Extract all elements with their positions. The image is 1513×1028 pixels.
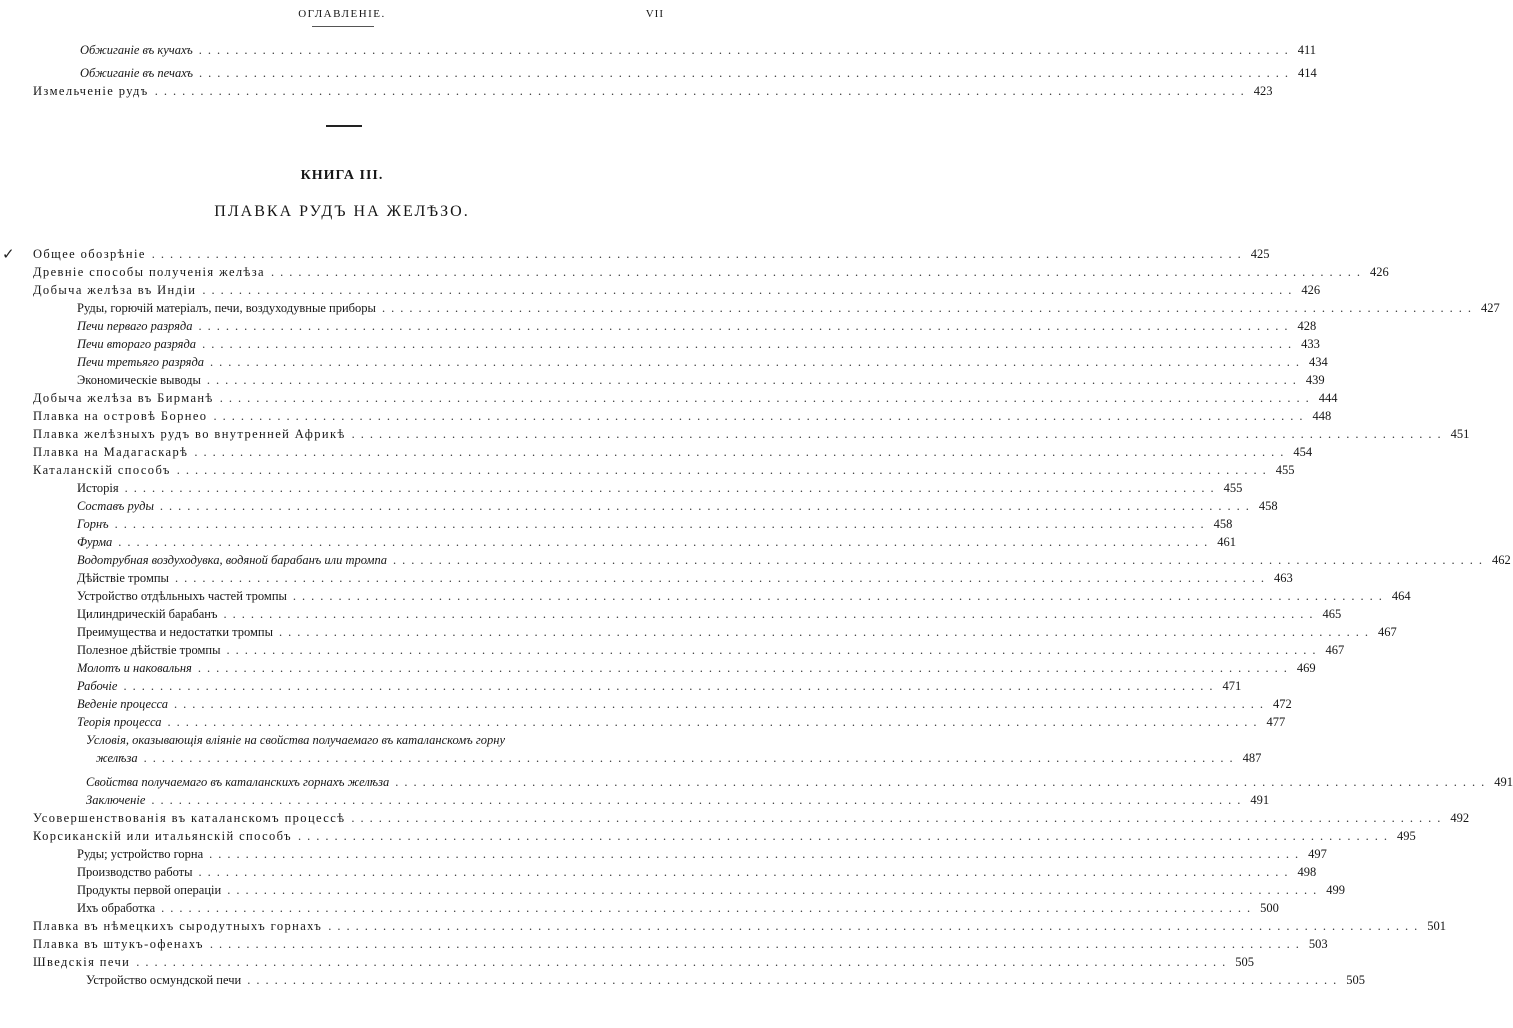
toc-entry-text: Полезное дѣйствіе тромпы (77, 643, 221, 657)
toc-entry (0, 533, 1237, 551)
dot-leader: ........................................................................................................................ (151, 793, 1247, 807)
toc-entry-text: Водотрубная воздуходувка, водяной барабанъ или тромпа (77, 553, 388, 567)
toc-entry-text: Свойства получаемаго въ каталанскихъ горнахъ желѣза (86, 775, 390, 789)
toc-entry-text: Корсиканскій или итальянскій способъ (33, 829, 292, 843)
dot-leader: ........................................................................................................................ (159, 499, 1255, 513)
dot-leader: ........................................................................................................................ (167, 715, 1263, 729)
running-header-title: ОГЛАВЛЕНІЕ. (298, 8, 386, 20)
toc-entry (0, 281, 1321, 299)
toc-entry-text: Веденіе процесса (77, 697, 168, 711)
toc-entry-text: Печи третьяго разряда (77, 355, 205, 369)
toc-entry (0, 587, 1411, 605)
toc-page-number: 428 (1297, 319, 1317, 333)
toc-entry (0, 791, 1270, 809)
toc-entry-text: Молотъ и наковальня (77, 661, 192, 675)
toc-entry-text: Продукты первой операціи (77, 883, 222, 897)
dot-leader: ........................................................................................................................ (202, 283, 1298, 297)
toc-page-number: 455 (1275, 463, 1295, 477)
toc-entry (0, 263, 1389, 281)
handwritten-checkmark-icon: ✓ (2, 245, 15, 263)
toc-entry (0, 953, 1255, 971)
toc-entry (0, 245, 1270, 263)
toc-entry-text: Исторія (77, 481, 119, 495)
toc-entry-text: Рабочіе (77, 679, 118, 693)
toc-entry (0, 64, 1317, 82)
dot-leader: ........................................................................................................................ (219, 391, 1315, 405)
toc-entry (0, 659, 1316, 677)
toc-entry (0, 899, 1279, 917)
toc-page-number: 505 (1346, 973, 1365, 987)
toc-page-number: 451 (1450, 427, 1470, 441)
toc-page-number: 426 (1301, 283, 1321, 297)
dot-leader: ........................................................................................................................ (118, 535, 1214, 549)
toc-entry (0, 299, 1500, 317)
dot-leader: ........................................................................................................................ (328, 919, 1424, 933)
toc-page-number: 463 (1273, 571, 1293, 585)
toc-entry (0, 863, 1317, 881)
toc-entry (0, 881, 1345, 899)
dot-leader: ........................................................................................................................ (198, 66, 1294, 80)
dot-leader: ........................................................................................................................ (151, 247, 1247, 261)
toc-entry (0, 551, 1511, 569)
dot-leader: ........................................................................................................................ (227, 883, 1323, 897)
toc-entry (0, 809, 1470, 827)
header-underline (312, 26, 374, 27)
toc-entry-text: Печи перваго разряда (77, 319, 193, 333)
toc-entry-text: Руды, горючій матеріалъ, печи, воздуходувные приборы (77, 301, 376, 315)
toc-entry-text-line1: Условія, оказывающія вліяніе на свойства получаемаго въ каталанскомъ горну (86, 733, 506, 747)
toc-page-number: 499 (1326, 883, 1345, 897)
dot-leader: ........................................................................................................................ (209, 847, 1305, 861)
toc-entry-text: Добыча желѣза въ Индіи (33, 283, 197, 297)
toc-entry-second-line (86, 749, 1262, 767)
dot-leader: ........................................................................................................................ (198, 865, 1294, 879)
dot-leader: ........................................................................................................................ (213, 409, 1309, 423)
dot-leader: ........................................................................................................................ (381, 301, 1477, 315)
toc-page-number: 464 (1391, 589, 1411, 603)
toc-entry-text: Каталанскій способъ (33, 463, 171, 477)
toc-page-number: 471 (1222, 679, 1242, 693)
toc-entry (0, 479, 1243, 497)
toc-entry-text: Плавка въ штукъ-офенахъ (33, 937, 204, 951)
running-header-page-number: VII (645, 8, 664, 20)
toc-entry-text: Цилиндрическій барабанъ (77, 607, 218, 621)
toc-entry-text: Усовершенствованія въ каталанскомъ процессѣ (33, 811, 346, 825)
toc-entry (0, 605, 1342, 623)
toc-entry (0, 569, 1293, 587)
toc-entry (0, 845, 1327, 863)
book-title: КНИГА III. (300, 168, 384, 183)
dot-leader: ........................................................................................................................ (123, 679, 1219, 693)
toc-entry (0, 41, 1317, 59)
toc-entry (0, 407, 1332, 425)
toc-page-number: 454 (1293, 445, 1313, 459)
toc-entry-text: Теорія процесса (77, 715, 162, 729)
toc-entry (0, 82, 1273, 100)
toc-page-number: 492 (1450, 811, 1470, 825)
toc-entry-text: Добыча желѣза въ Бирманѣ (33, 391, 214, 405)
toc-page-number: 495 (1396, 829, 1416, 843)
dot-leader: ........................................................................................................................ (197, 661, 1293, 675)
dot-leader: ........................................................................................................................ (297, 829, 1393, 843)
toc-page-number: 469 (1296, 661, 1316, 675)
toc-entry-text: Обжиганіе въ кучахъ (80, 43, 193, 57)
toc-entry-text: Устройство отдѣльныхъ частей тромпы (77, 589, 287, 603)
dot-leader: ........................................................................................................................ (271, 265, 1367, 279)
toc-entry (0, 641, 1345, 659)
toc-page-number: 444 (1318, 391, 1338, 405)
toc-page-number: 465 (1322, 607, 1342, 621)
dot-leader: ........................................................................................................................ (292, 589, 1388, 603)
toc-entry-text: Плавка на островѣ Борнео (33, 409, 208, 423)
dot-leader: ........................................................................................................................ (176, 463, 1272, 477)
toc-entry (0, 971, 1365, 989)
toc-page-number: 467 (1378, 625, 1397, 639)
dot-leader: ........................................................................................................................ (174, 571, 1270, 585)
toc-entry-text-line2: желѣза (96, 751, 138, 765)
toc-page-number: 498 (1297, 865, 1317, 879)
toc-page-number: 423 (1253, 84, 1273, 98)
toc-entry (0, 371, 1325, 389)
dot-leader: ........................................................................................................................ (395, 775, 1491, 789)
toc-entry-text: Плавка въ нѣмецкихъ сыродутныхъ горнахъ (33, 919, 323, 933)
dot-leader: ........................................................................................................................ (198, 319, 1294, 333)
toc-entry (0, 827, 1416, 845)
toc-entry-text: Руды; устройство горна (77, 847, 204, 861)
toc-page-number: 427 (1480, 301, 1500, 315)
toc-page-number: 503 (1308, 937, 1328, 951)
toc-entry (0, 425, 1470, 443)
toc-page-number: 497 (1308, 847, 1327, 861)
toc-entry (0, 389, 1338, 407)
toc-entry (0, 443, 1313, 461)
dot-leader: ........................................................................................................................ (209, 937, 1305, 951)
toc-page-number: 505 (1235, 955, 1255, 969)
toc-page-number: 414 (1297, 66, 1317, 80)
toc-entry-text: Заключеніе (86, 793, 146, 807)
toc-page-number: 411 (1297, 43, 1317, 57)
toc-page-number: 426 (1370, 265, 1389, 279)
section-divider (326, 125, 362, 127)
toc-entry-text: Общее обозрѣніе (33, 247, 146, 261)
dot-leader: ........................................................................................................................ (351, 427, 1447, 441)
toc-entry-text: Горнъ (77, 517, 109, 531)
toc-entry-text: Дѣйствіе тромпы (77, 571, 169, 585)
dot-leader: ........................................................................................................................ (173, 697, 1269, 711)
toc-entry-text: Преимущества и недостатки тромпы (77, 625, 274, 639)
toc-entry (0, 677, 1242, 695)
toc-entry-text: Печи втораго разряда (77, 337, 197, 351)
toc-entry-text: Древніе способы полученія желѣза (33, 265, 266, 279)
dot-leader: ........................................................................................................................ (124, 481, 1220, 495)
dot-leader: ........................................................................................................................ (247, 973, 1343, 987)
toc-entry (0, 935, 1328, 953)
dot-leader: ........................................................................................................................ (202, 337, 1298, 351)
dot-leader: ........................................................................................................................ (154, 84, 1250, 98)
toc-entry-text: Ихъ обработка (77, 901, 156, 915)
dot-leader: ........................................................................................................................ (161, 901, 1257, 915)
book-subtitle: ПЛАВКА РУДЪ НА ЖЕЛѢЗО. (214, 203, 470, 220)
toc-entry-multiline (0, 731, 1262, 771)
dot-leader: ........................................................................................................................ (393, 553, 1489, 567)
toc-entry-text: Устройство осмундской печи (86, 973, 242, 987)
toc-page-number: 455 (1223, 481, 1243, 495)
toc-page-number: 425 (1250, 247, 1270, 261)
toc-entry-text: Шведскія печи (33, 955, 131, 969)
toc-page-number: 467 (1325, 643, 1345, 657)
toc-entry (0, 335, 1320, 353)
toc-entry (0, 713, 1286, 731)
toc-entry-text: Плавка желѣзныхъ рудъ во внутренней Африкѣ (33, 427, 346, 441)
toc-page-number: 434 (1309, 355, 1328, 369)
dot-leader: ........................................................................................................................ (351, 811, 1447, 825)
toc-page-number: 462 (1492, 553, 1511, 567)
toc-page-number: 500 (1260, 901, 1279, 915)
toc-entry-text: Обжиганіе въ печахъ (80, 66, 193, 80)
dot-leader: ........................................................................................................................ (210, 355, 1306, 369)
toc-page-number: 439 (1305, 373, 1325, 387)
toc-entry (0, 917, 1446, 935)
toc-page-number: 472 (1272, 697, 1292, 711)
toc-entry-text: Фурма (77, 535, 113, 549)
toc-page-number: 491 (1250, 793, 1270, 807)
dot-leader: ........................................................................................................................ (143, 751, 1239, 765)
toc-page-number: 448 (1312, 409, 1332, 423)
toc-page-number: 433 (1301, 337, 1320, 351)
dot-leader: ........................................................................................................................ (198, 43, 1294, 57)
toc-page-number: 461 (1217, 535, 1237, 549)
toc-entry-text: Экономическіе выводы (77, 373, 201, 387)
toc-entry (0, 623, 1397, 641)
dot-leader: ........................................................................................................................ (279, 625, 1375, 639)
toc-entry (0, 695, 1292, 713)
toc-page-number: 487 (1242, 751, 1262, 765)
toc-entry-text: Составъ руды (77, 499, 154, 513)
toc-page-number: 458 (1258, 499, 1278, 513)
dot-leader: ........................................................................................................................ (114, 517, 1210, 531)
toc-page-number: 491 (1494, 775, 1513, 789)
toc-entry (0, 497, 1278, 515)
dot-leader: ........................................................................................................................ (206, 373, 1302, 387)
toc-entry (0, 317, 1317, 335)
toc-page-number: 458 (1213, 517, 1233, 531)
dot-leader: ........................................................................................................................ (226, 643, 1322, 657)
toc-entry (0, 515, 1233, 533)
toc-entry (0, 461, 1295, 479)
toc-entry-text: Плавка на Мадагаскарѣ (33, 445, 189, 459)
toc-entry-text: Производство работы (77, 865, 193, 879)
toc-entry (0, 353, 1328, 371)
toc-entry (0, 773, 1513, 791)
toc-page-number: 501 (1427, 919, 1446, 933)
toc-page-number: 477 (1266, 715, 1286, 729)
toc-entry-text: Измельченіе рудъ (33, 84, 149, 98)
dot-leader: ........................................................................................................................ (223, 607, 1319, 621)
dot-leader: ........................................................................................................................ (194, 445, 1290, 459)
dot-leader: ........................................................................................................................ (136, 955, 1232, 969)
